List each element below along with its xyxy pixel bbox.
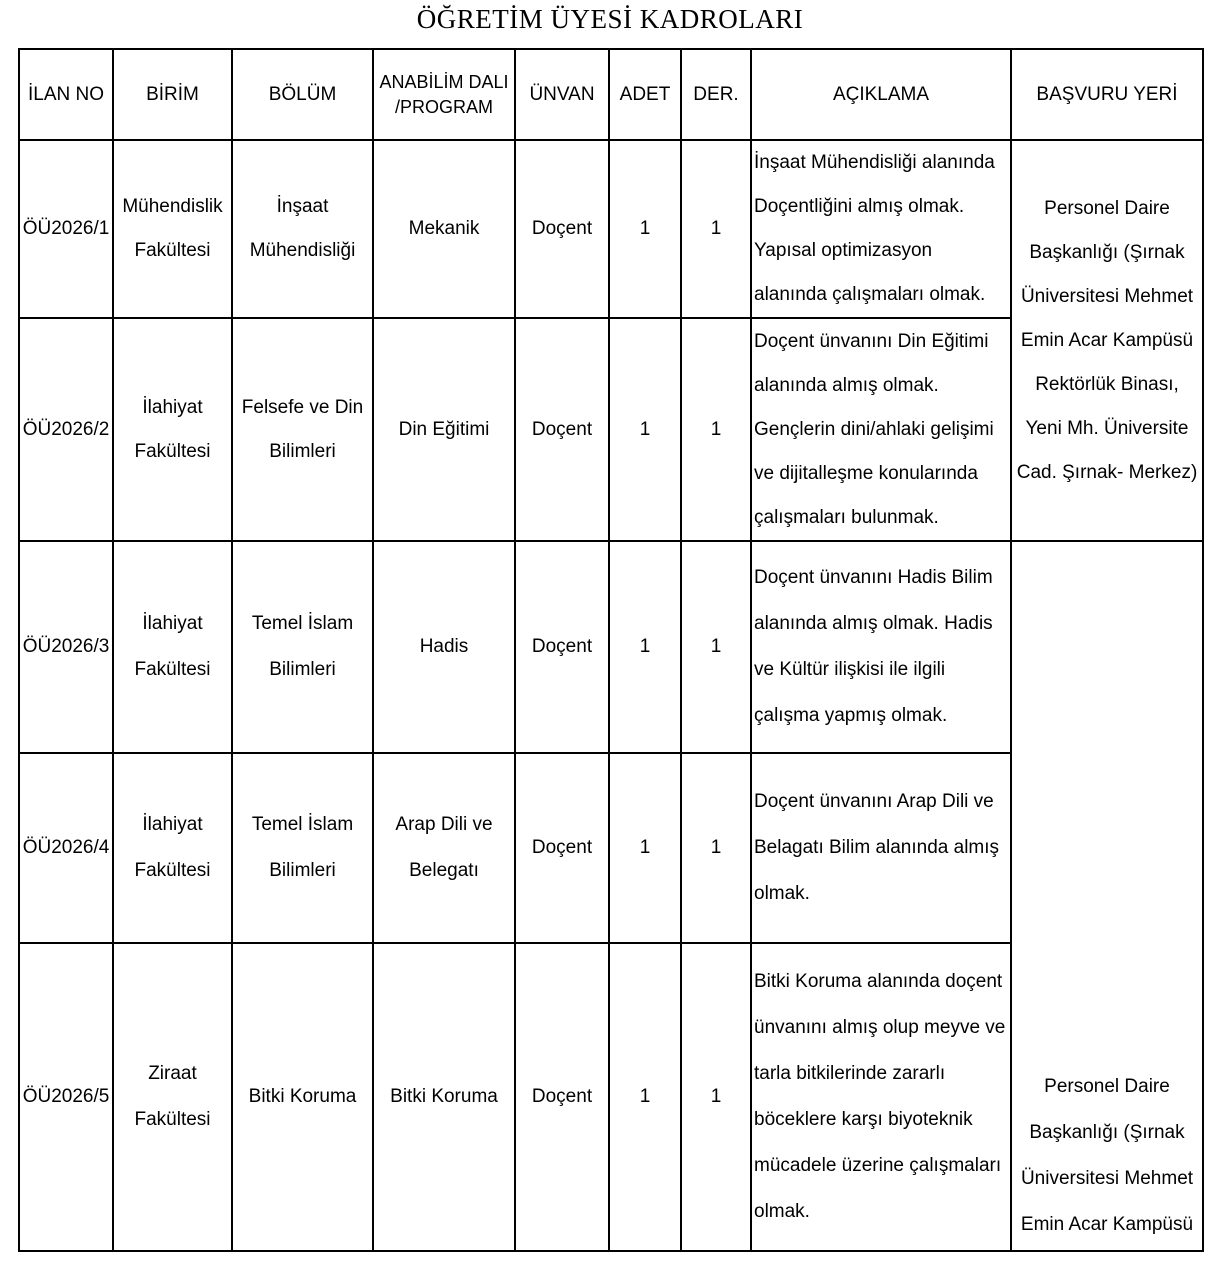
birim-line: İlahiyat xyxy=(142,396,203,418)
bolum-cell xyxy=(232,753,373,943)
basvuru-line: Yeni Mh. Üniversite xyxy=(1025,417,1189,439)
aciklama-line: İnşaat Mühendisliği alanında xyxy=(754,152,995,173)
adet-cell: 1 xyxy=(609,318,681,541)
adet-cell: 1 xyxy=(609,541,681,753)
basvuru-cell-2 xyxy=(1011,541,1203,1251)
bolum-line: Temel İslam xyxy=(251,814,354,835)
birim-line: Fakültesi xyxy=(134,860,211,881)
birim-line: Fakültesi xyxy=(134,1109,211,1130)
bolum-line: Bilimleri xyxy=(269,440,336,462)
bolum-line: Felsefe ve Din xyxy=(241,396,364,418)
unvan-cell: Doçent xyxy=(515,318,609,541)
aciklama-line: Doçentliğini almış olmak. xyxy=(754,196,965,217)
birim-line: Fakültesi xyxy=(134,240,211,261)
adet-cell: 1 xyxy=(609,943,681,1251)
ilan-no-cell: ÖÜ2026/4 xyxy=(19,753,113,943)
basvuru-line: Başkanlığı (Şırnak xyxy=(1029,241,1185,263)
birim-line: İlahiyat xyxy=(142,613,203,634)
bolum-cell xyxy=(232,541,373,753)
ilan-no-cell: ÖÜ2026/5 xyxy=(19,943,113,1251)
aciklama-cell xyxy=(751,318,1011,541)
basvuru-line: Başkanlığı (Şırnak xyxy=(1029,1122,1185,1143)
header-adet: ADET xyxy=(609,49,681,140)
aciklama-line: mücadele üzerine çalışmaları xyxy=(754,1155,1002,1176)
unvan-cell: Doçent xyxy=(515,140,609,318)
birim-line: Fakültesi xyxy=(134,440,211,462)
aciklama-line: tarla bitkilerinde zararlı xyxy=(754,1063,946,1084)
aciklama-line: Doçent ünvanını Arap Dili ve xyxy=(754,791,994,812)
aciklama-cell xyxy=(751,943,1011,1251)
anabilim-cell xyxy=(373,943,515,1251)
header-der: DER. xyxy=(681,49,751,140)
basvuru-line: Personel Daire xyxy=(1044,1076,1170,1097)
der-cell: 1 xyxy=(681,140,751,318)
der-cell: 1 xyxy=(681,753,751,943)
basvuru-line: Rektörlük Binası, xyxy=(1035,373,1179,395)
anabilim-line: Mekanik xyxy=(408,218,480,239)
aciklama-line: Bitki Koruma alanında doçent xyxy=(754,971,1003,992)
unvan-cell: Doçent xyxy=(515,943,609,1251)
birim-cell xyxy=(113,753,232,943)
ilan-no-cell: ÖÜ2026/1 xyxy=(19,140,113,318)
aciklama-line: Doçent ünvanını Din Eğitimi xyxy=(754,330,989,352)
aciklama-line: çalışma yapmış olmak. xyxy=(754,705,948,726)
anabilim-cell xyxy=(373,753,515,943)
header-bolum: BÖLÜM xyxy=(232,49,373,140)
birim-line: Fakültesi xyxy=(134,659,211,680)
anabilim-cell xyxy=(373,140,515,318)
basvuru-line: Emin Acar Kampüsü xyxy=(1020,329,1194,351)
aciklama-line: alanında almış olmak. Hadis xyxy=(754,613,993,634)
anabilim-line: Bitki Koruma xyxy=(390,1086,498,1107)
birim-line: Ziraat xyxy=(148,1063,197,1084)
basvuru-line: Personel Daire xyxy=(1044,197,1170,219)
header-anabilim xyxy=(373,49,515,140)
anabilim-line: Belegatı xyxy=(409,860,479,881)
aciklama-line: olmak. xyxy=(754,1201,810,1222)
header-row xyxy=(19,49,1203,140)
aciklama-line: Yapısal optimizasyon xyxy=(754,240,933,261)
bolum-cell xyxy=(232,318,373,541)
header-birim: BİRİM xyxy=(113,49,232,140)
aciklama-line: alanında almış olmak. xyxy=(754,374,939,396)
der-cell: 1 xyxy=(681,318,751,541)
aciklama-cell xyxy=(751,753,1011,943)
header-anabilim-line2: /PROGRAM xyxy=(394,96,493,117)
birim-cell xyxy=(113,541,232,753)
aciklama-line: Belagatı Bilim alanında almış xyxy=(754,837,1000,858)
bolum-line: Temel İslam xyxy=(251,613,354,634)
basvuru-line: Üniversitesi Mehmet xyxy=(1020,285,1194,307)
birim-line: İlahiyat xyxy=(142,814,203,835)
ilan-no-cell: ÖÜ2026/2 xyxy=(19,318,113,541)
aciklama-line: ve dijitalleşme konularında xyxy=(754,462,978,484)
basvuru-line: Cad. Şırnak- Merkez) xyxy=(1016,461,1198,483)
header-unvan: ÜNVAN xyxy=(515,49,609,140)
aciklama-line: ve Kültür ilişkisi ile ilgili xyxy=(754,659,946,680)
anabilim-line: Arap Dili ve xyxy=(395,814,493,835)
header-anabilim-line1: ANABİLİM DALI xyxy=(379,71,509,92)
aciklama-cell xyxy=(751,541,1011,753)
bolum-line: Bitki Koruma xyxy=(248,1086,357,1107)
bolum-line: Bilimleri xyxy=(269,860,336,881)
der-cell: 1 xyxy=(681,541,751,753)
ilan-no-cell: ÖÜ2026/3 xyxy=(19,541,113,753)
aciklama-line: Doçent ünvanını Hadis Bilim xyxy=(754,567,993,588)
table-row xyxy=(19,140,1203,318)
header-ilan-no: İLAN NO xyxy=(19,49,113,140)
basvuru-cell-1 xyxy=(1011,140,1203,541)
aciklama-line: alanında çalışmaları olmak. xyxy=(754,284,986,305)
bolum-cell xyxy=(232,943,373,1251)
aciklama-line: olmak. xyxy=(754,883,810,904)
aciklama-cell xyxy=(751,140,1011,318)
basvuru-line: Emin Acar Kampüsü xyxy=(1020,1214,1194,1235)
birim-cell xyxy=(113,943,232,1251)
adet-cell: 1 xyxy=(609,140,681,318)
page-title: ÖĞRETİM ÜYESİ KADROLARI xyxy=(416,4,804,34)
table-row xyxy=(19,541,1203,753)
aciklama-line: ünvanını almış olup meyve ve xyxy=(754,1017,1006,1038)
header-aciklama: AÇIKLAMA xyxy=(751,49,1011,140)
birim-line: Mühendislik xyxy=(122,196,223,217)
anabilim-cell xyxy=(373,318,515,541)
birim-cell xyxy=(113,140,232,318)
aciklama-line: Gençlerin dini/ahlaki gelişimi xyxy=(754,418,994,440)
staff-positions-table xyxy=(18,48,1204,1252)
basvuru-line: Üniversitesi Mehmet xyxy=(1020,1168,1194,1189)
adet-cell: 1 xyxy=(609,753,681,943)
bolum-line: İnşaat xyxy=(276,196,329,217)
unvan-cell: Doçent xyxy=(515,753,609,943)
anabilim-line: Din Eğitimi xyxy=(398,418,490,440)
bolum-cell xyxy=(232,140,373,318)
bolum-line: Mühendisliği xyxy=(249,240,356,261)
aciklama-line: çalışmaları bulunmak. xyxy=(754,506,939,528)
bolum-line: Bilimleri xyxy=(269,659,336,680)
der-cell: 1 xyxy=(681,943,751,1251)
anabilim-cell xyxy=(373,541,515,753)
birim-cell xyxy=(113,318,232,541)
header-basvuru: BAŞVURU YERİ xyxy=(1011,49,1203,140)
unvan-cell: Doçent xyxy=(515,541,609,753)
anabilim-line: Hadis xyxy=(419,636,469,657)
aciklama-line: böceklere karşı biyoteknik xyxy=(754,1109,973,1130)
